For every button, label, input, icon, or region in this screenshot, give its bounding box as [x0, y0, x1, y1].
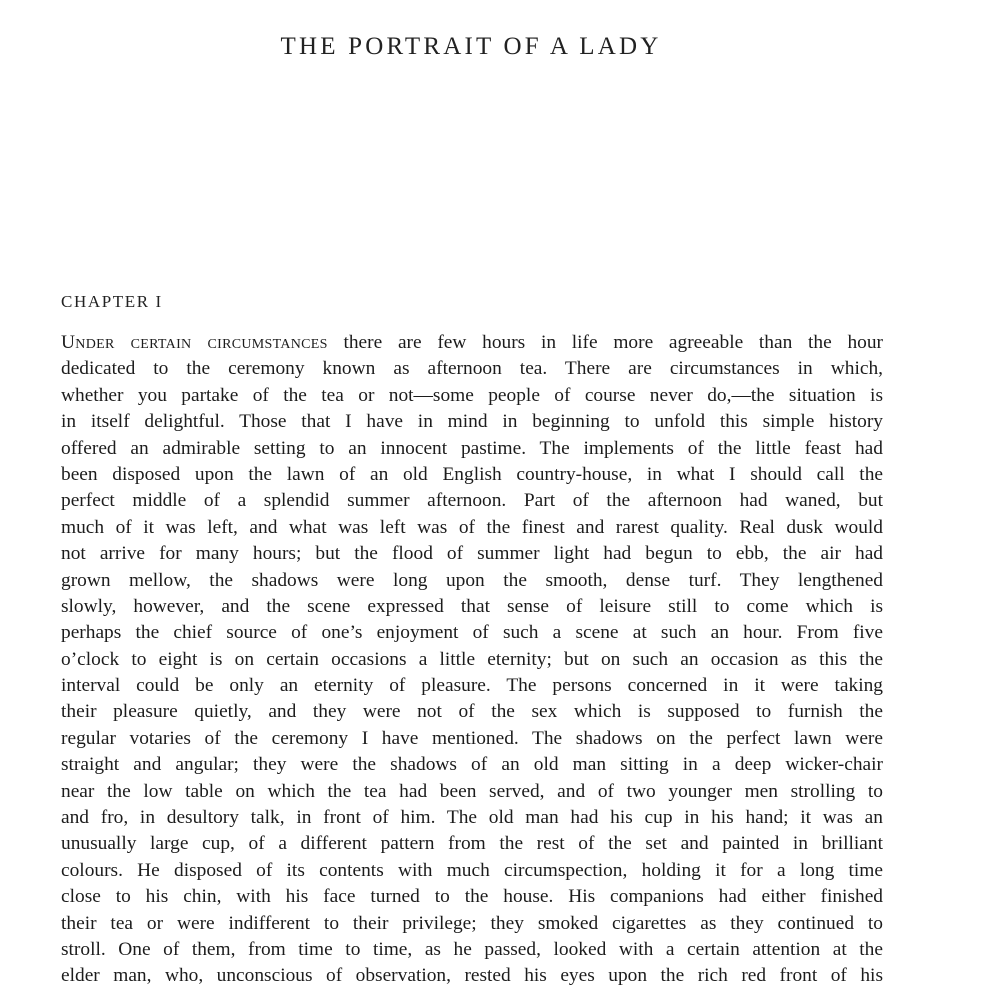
book-title: THE PORTRAIT OF A LADY: [280, 33, 662, 60]
text-line: their pleasure quietly, and they were not of the sex which is supposed to furnish the: [61, 701, 883, 723]
text-line: their tea or were indifferent to their privilege; they smoked cigarettes as they continued to: [61, 912, 883, 934]
text-line: colours. He disposed of its contents with much circumspection, holding it for a long time: [61, 859, 883, 881]
text-line-content: there are few hours in life more agreeable than the hour: [327, 332, 883, 353]
text-line: dedicated to the ceremony known as afternoon tea. There are circumstances in which,: [61, 358, 883, 380]
text-line: unusually large cup, of a different pattern from the rest of the set and painted in brilliant: [61, 833, 883, 855]
text-line: whether you partake of the tea or not—some people of course never do,—the situation is: [61, 384, 883, 406]
text-line: interval could be only an eternity of pleasure. The persons concerned in it were taking: [61, 675, 883, 697]
text-line: slowly, however, and the scene expressed that sense of leisure still to come which is: [61, 595, 883, 617]
text-line: perhaps the chief source of one’s enjoyment of such a scene at such an hour. From five: [61, 622, 883, 644]
text-line: regular votaries of the ceremony I have mentioned. The shadows on the perfect lawn were: [61, 727, 883, 749]
text-line: elder man, who, unconscious of observation, rested his eyes upon the rich red front of his: [61, 965, 883, 987]
text-line: offered an admirable setting to an innocent pastime. The implements of the little feast had: [61, 437, 883, 459]
text-line: been disposed upon the lawn of an old English country-house, in what I should call the: [61, 463, 883, 485]
text-line: stroll. One of them, from time to time, as he passed, looked with a certain attention at the: [61, 938, 883, 960]
text-line: much of it was left, and what was left was of the finest and rarest quality. Real dusk would: [61, 516, 883, 538]
lead-in-small-caps: Under certain circumstances: [61, 332, 328, 353]
chapter-body: [61, 330, 883, 990]
text-line: in itself delightful. Those that I have in mind in beginning to unfold this simple history: [61, 411, 883, 433]
text-line: perfect middle of a splendid summer afternoon. Part of the afternoon had waned, but: [61, 490, 883, 512]
text-line: close to his chin, with his face turned to the house. His companions had either finished: [61, 886, 883, 908]
text-line: straight and angular; they were the shadows of an old man sitting in a deep wicker-chair: [61, 754, 883, 776]
text-line: [61, 330, 883, 356]
chapter-heading: CHAPTER I: [61, 292, 163, 311]
text-line: grown mellow, the shadows were long upon the smooth, dense turf. They lengthened: [61, 569, 883, 591]
text-line: o’clock to eight is on certain occasions a little eternity; but on such an occasion as this the: [61, 648, 883, 670]
text-line: and fro, in desultory talk, in front of him. The old man had his cup in his hand; it was an: [61, 807, 883, 829]
text-line: not arrive for many hours; but the flood of summer light had begun to ebb, the air had: [61, 543, 883, 565]
text-line: near the low table on which the tea had been served, and of two younger men strolling to: [61, 780, 883, 802]
